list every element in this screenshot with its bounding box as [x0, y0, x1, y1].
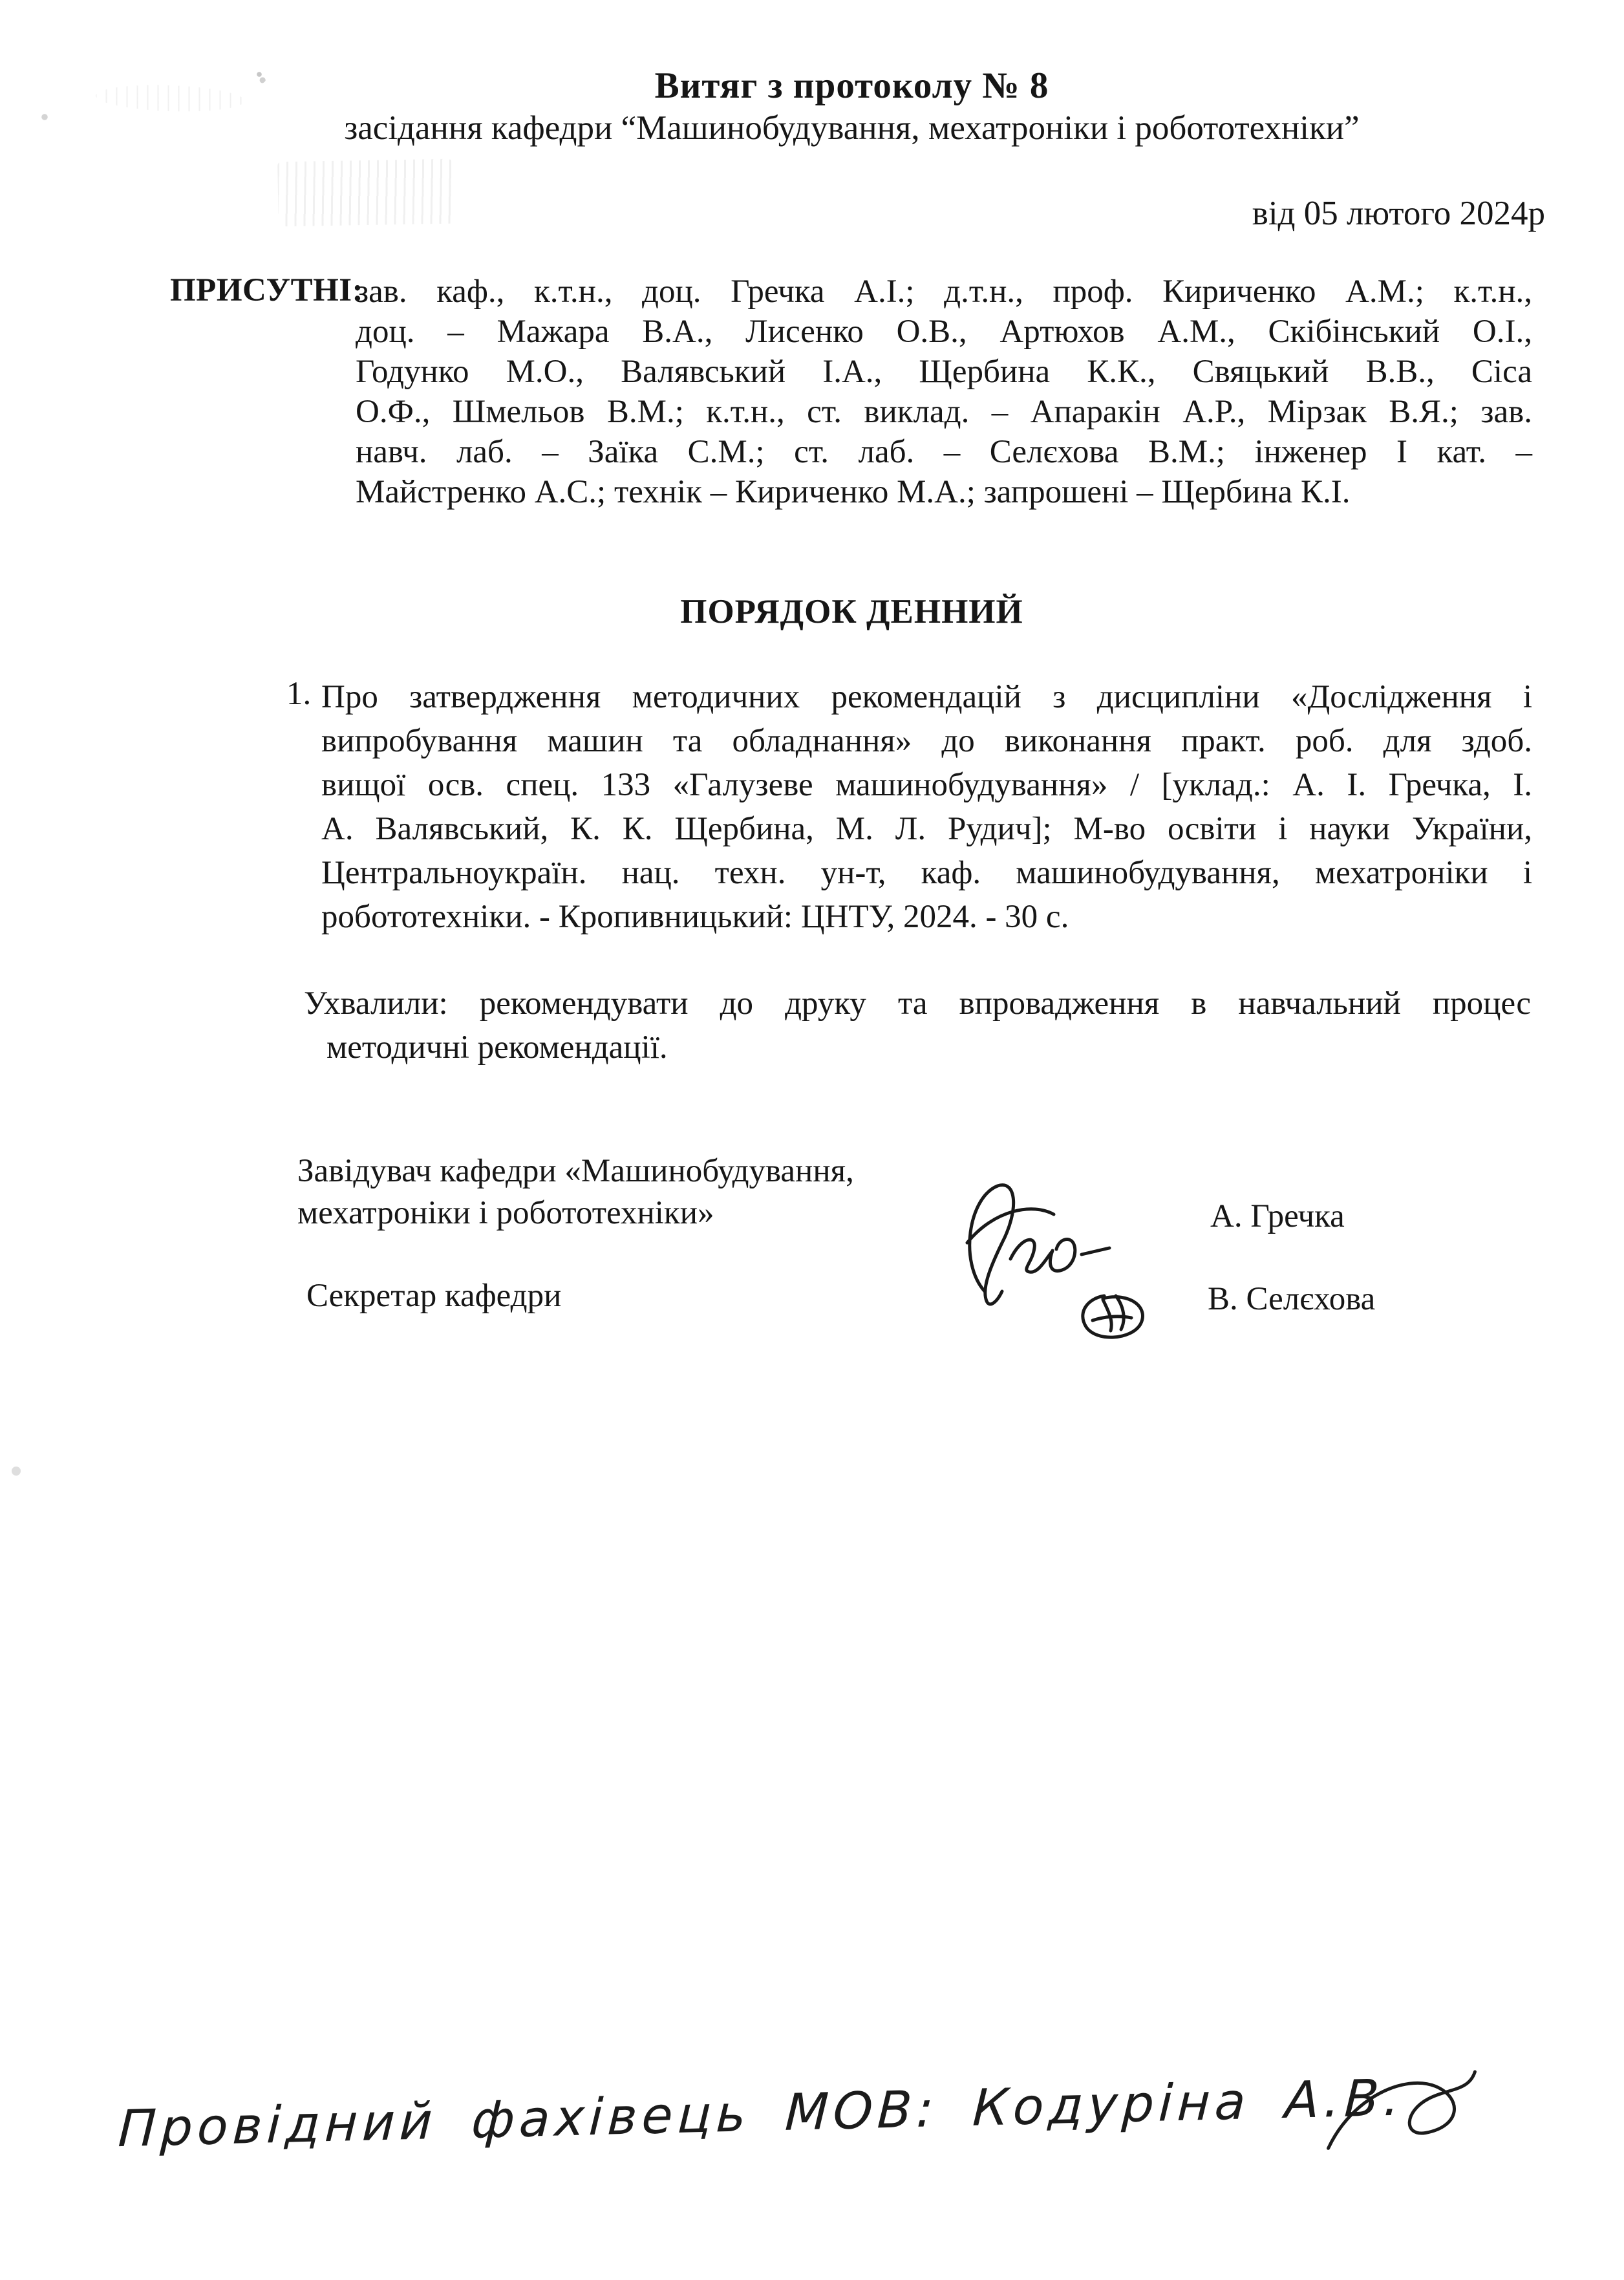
text-line: Годунко М.О., Валявський І.А., Щербина К.К., Свяцький В.В., Сіса: [356, 354, 1532, 390]
text-line: Центральноукраїн. нац. техн. ун-т, каф. машинобудування, мехатроніки і: [321, 855, 1532, 891]
text-line: доц. – Мажара В.А., Лисенко О.В., Артюхов А.М., Скібінський О.І.,: [356, 314, 1532, 350]
scan-artifact: [34, 109, 56, 125]
document-subtitle: засідання кафедри “Машинобудування, мехатроніки і робототехніки”: [344, 109, 1360, 147]
text-line: А. Валявський, К. К. Щербина, М. Л. Рудич]; М-во освіти і науки України,: [321, 811, 1532, 847]
resolution-paragraph: [304, 982, 1531, 1070]
agenda-heading: ПОРЯДОК ДЕННИЙ: [680, 593, 1023, 630]
text-line: Майстренко А.С.; технік – Кириченко М.А.; запрошені – Щербина К.І.: [356, 474, 1351, 510]
secretary-name: В. Селєхова: [1208, 1281, 1376, 1317]
agenda-item-paragraph: [321, 675, 1532, 939]
document-title: Витяг з протоколу № 8: [654, 65, 1049, 106]
agenda-item-number: 1.: [286, 676, 312, 712]
document-date: від 05 лютого 2024р: [1252, 195, 1545, 232]
scan-artifact: [12, 1467, 21, 1476]
signature-scribble-icon: [949, 1172, 1162, 1350]
head-title-line1: Завідувач кафедри «Машинобудування,: [297, 1153, 854, 1189]
secretary-title: Секретар кафедри: [306, 1278, 562, 1314]
head-title-line2: мехатроніки і робототехніки»: [297, 1195, 714, 1231]
present-paragraph: [356, 272, 1532, 512]
handwritten-note: Провідний фахівець МОВ: Кодуріна А.В.: [116, 2069, 1405, 2159]
text-line: зав. каф., к.т.н., доц. Гречка А.І.; д.т.н., проф. Кириченко А.М.; к.т.н.,: [356, 274, 1532, 310]
text-line: Про затвердження методичних рекомендацій з дисципліни «Дослідження і: [321, 679, 1532, 715]
present-label: ПРИСУТНІ:: [170, 272, 364, 308]
scan-artifact: [277, 159, 453, 227]
text-line: навч. лаб. – Заїка С.М.; ст. лаб. – Селєхова В.М.; інженер І кат. –: [356, 434, 1532, 470]
head-name: А. Гречка: [1210, 1198, 1345, 1234]
text-line: Ухвалили: рекомендувати до друку та впровадження в навчальний процес: [304, 985, 1531, 1022]
text-line: випробування машин та обладнання» до виконання практ. роб. для здоб.: [321, 723, 1532, 759]
text-line: О.Ф., Шмельов В.М.; к.т.н., ст. виклад. – Апаракін А.Р., Мірзак В.Я.; зав.: [356, 394, 1532, 430]
text-line: робототехніки. - Кропивницький: ЦНТУ, 2024. - 30 с.: [321, 899, 1069, 935]
handwritten-signature-icon: [1314, 2054, 1492, 2178]
text-line: вищої осв. спец. 133 «Галузеве машинобудування» / [уклад.: А. І. Гречка, І.: [321, 767, 1532, 803]
text-line: методичні рекомендації.: [326, 1029, 668, 1066]
